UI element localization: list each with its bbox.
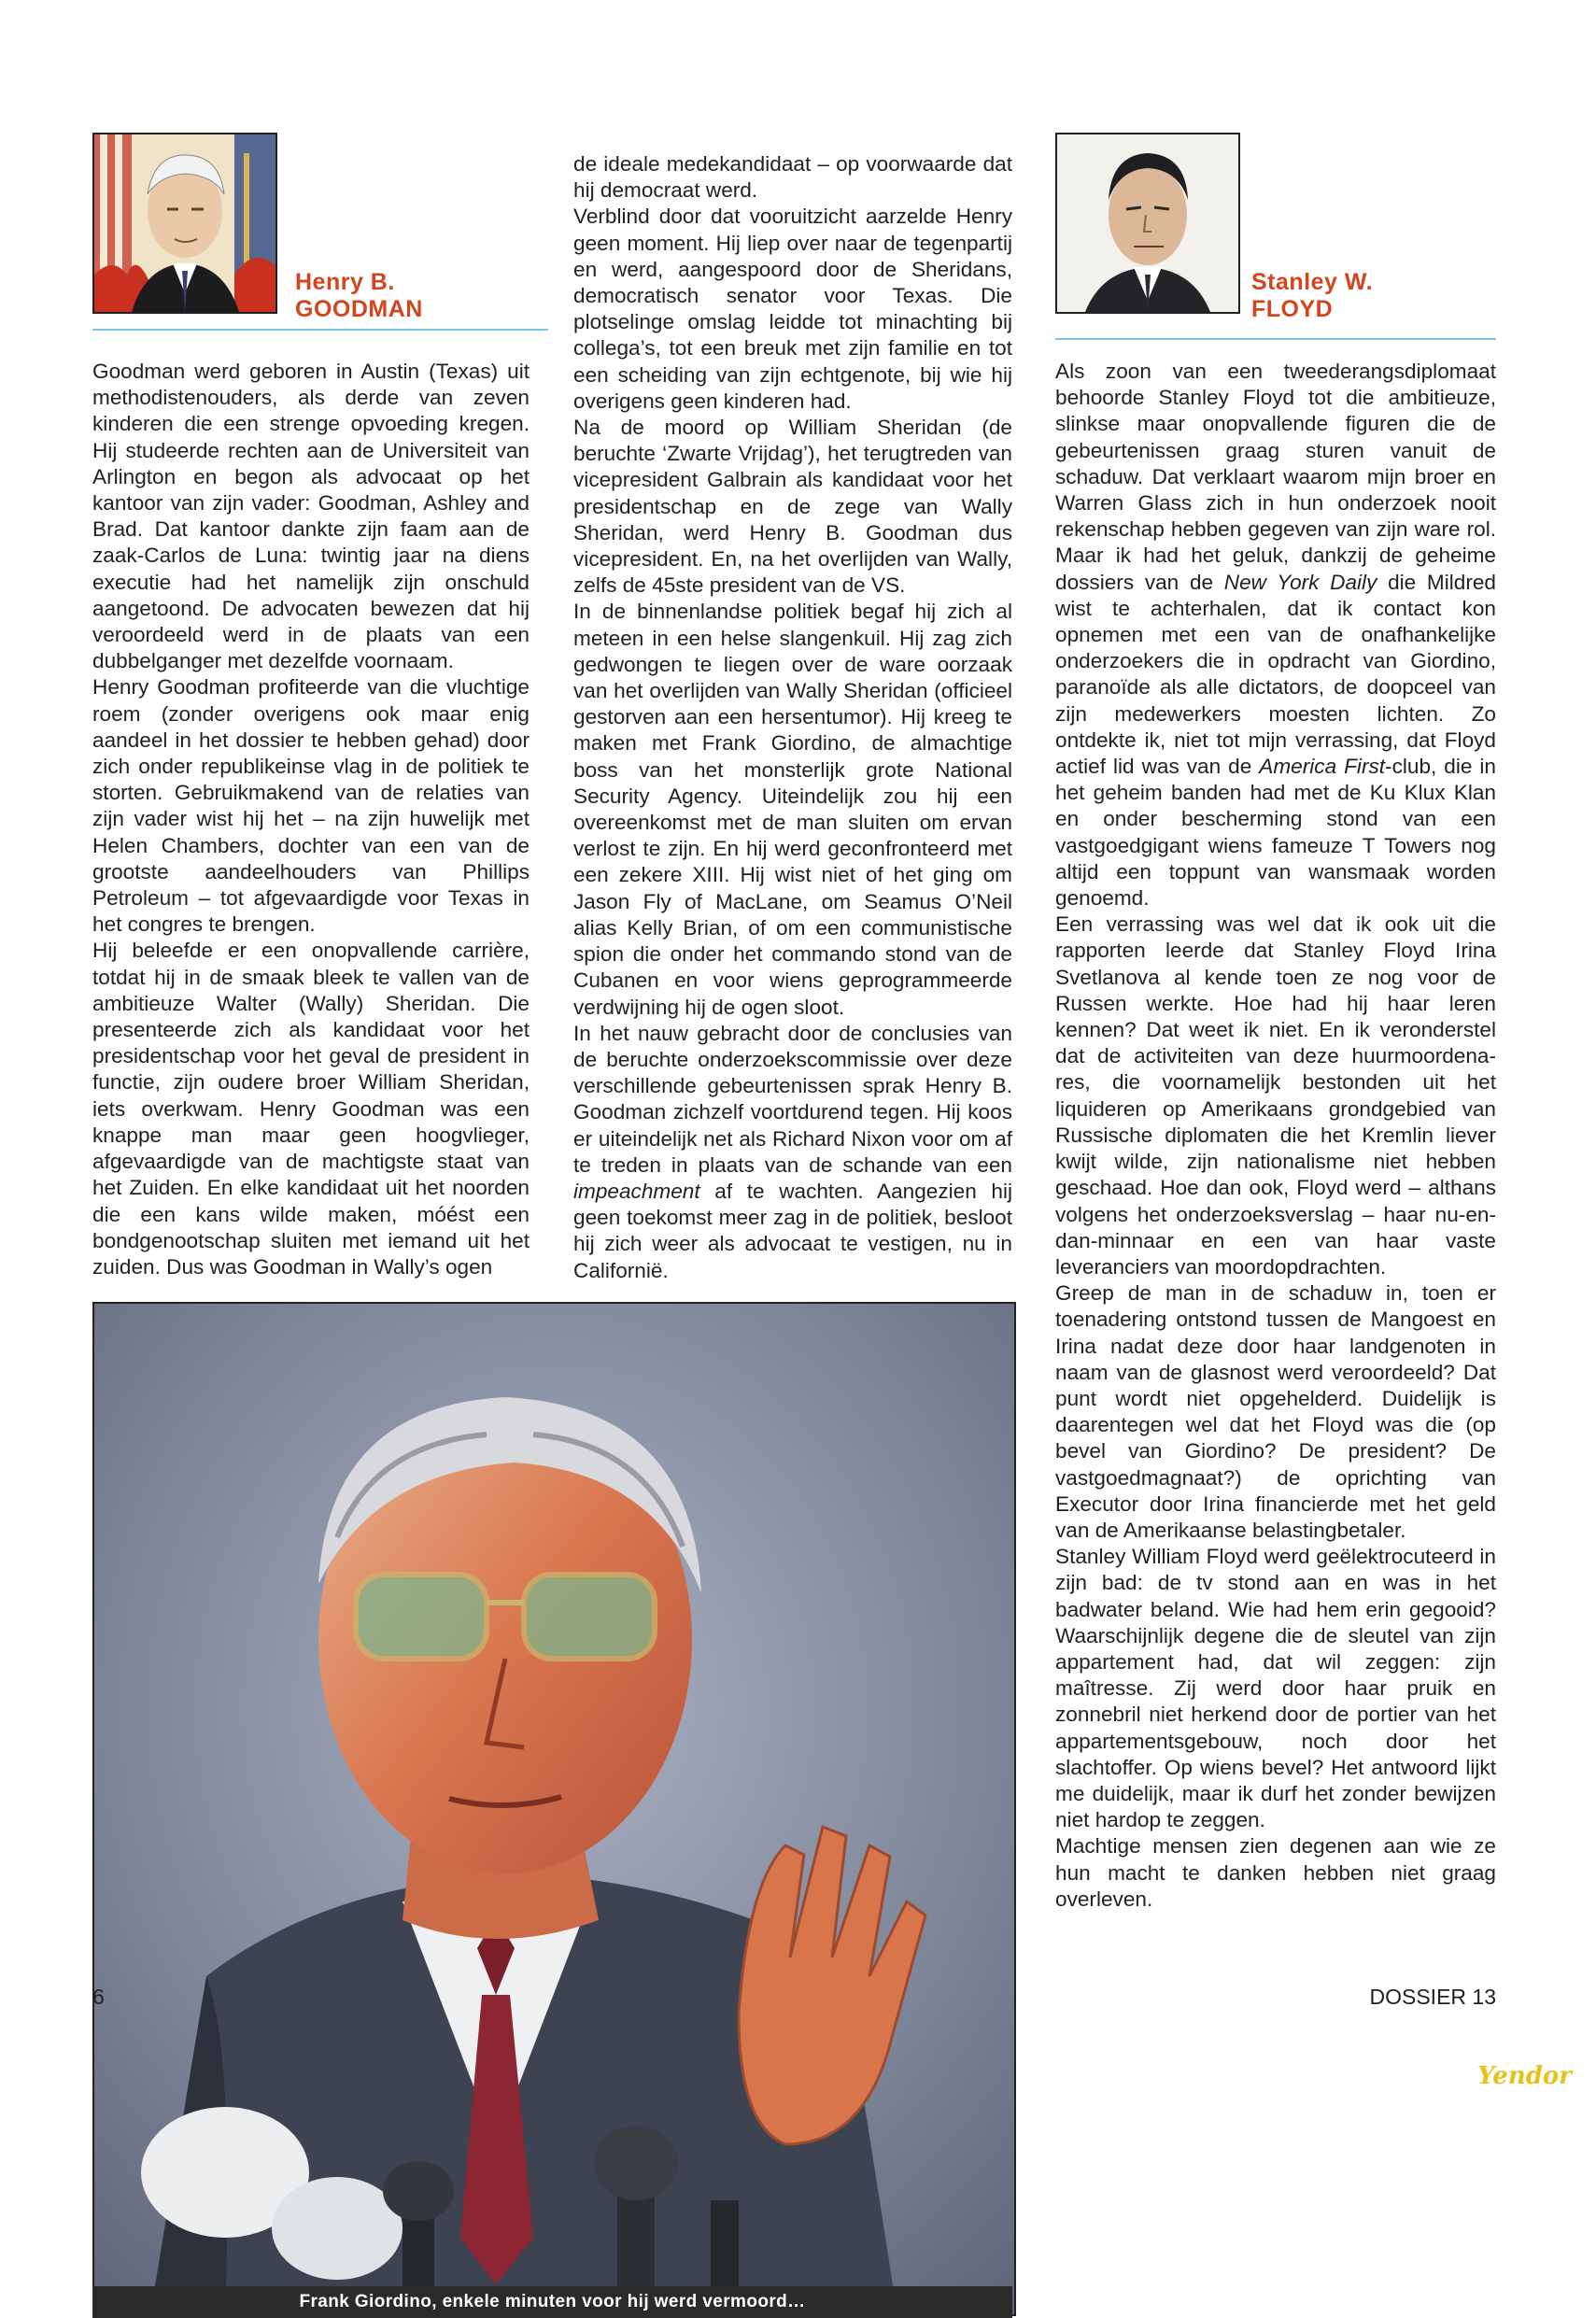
goodman-paragraph: Hij beleefde er een onopvallende carrière, totdat hij in de smaak bleek te vallen van de ambitieuze Walter (Wally) Sheridan. Die presenteerde zich als kandidaat voor het presidentschap voor het geval de president in functie, zijn oudere broer William Sheridan, iets overkwam. Henry Goodman was een knappe man maar geen hoogvlieger, afgevaardigde van de machtigste staat van het Zuiden. En elke kandidaat uit het noorden die een kans wilde maken, móést een bondgenootschap sluiten met iemand uit het zuiden. Dus was Goodman in Wally’s ogen: [92, 939, 530, 1279]
goodman-name-line1: Henry B.: [295, 269, 395, 295]
publication-title: DOSSIER 13: [1369, 1985, 1496, 2009]
floyd-name: [1251, 269, 1373, 323]
page-number: 6: [92, 1985, 105, 2009]
goodman-name-line2: GOODMAN: [295, 296, 423, 322]
goodman-portrait: [92, 133, 277, 314]
floyd-name-line1: Stanley W.: [1251, 269, 1374, 295]
goodman-paragraph: Henry Goodman profiteerde van die vluchtige roem (zonder overigens ook maar enig aandeel in het dossier te hebben gehad) door zich onder republikeinse vlag in de politiek te storten. Gebruikmakend van de relaties van zijn vader wist hij het – na zijn huwelijk met Helen Chambers, dochter van een van de grootste aandeelhouders van Phillips Petroleum – tot afgevaardigde voor Texas in het congres te brengen.: [92, 675, 530, 937]
goodman-divider: [92, 329, 548, 331]
club-name: America First: [1259, 755, 1386, 779]
floyd-paragraph: Greep de man in de schaduw in, toen er toenadering ontstond tussen de Mangoest en Irina nadat deze door haar landgenoten in naam van de glasnost werd veroordeeld? Dat punt wordt niet opgehelderd. Duidelijk is daarentegen wel dat het Floyd was die (op bevel van Giordino? De president? De vastgoedmagnaat?) de oprichting van Executor door Irina financierde met het geld van de Amerikaanse belastingbetaler.: [1055, 1281, 1496, 1542]
giordino-illustration: [92, 1302, 1016, 2316]
floyd-paragraph: Machtige mensen zien degenen aan wie ze hun macht te danken hebben niet graag overleven.: [1055, 1834, 1496, 1911]
goodman-biography-continued: [573, 151, 1012, 1284]
floyd-paragraph: Als zoon van een tweederangsdiplomaat behoorde Stanley Floyd tot die ambitieuze, slinkse maar onopvallende figuren die de gebeurtenissen graag sturen vanuit de schaduw. Dat verklaart waarom mijn broer en Warren Glass zich in hun onderzoek nooit rekenschap hebben gegeven van zijn ware rol. Maar ik had het geluk, dankzij de geheime dossiers van de New York Daily die Mildred wist te achterhalen, dat ik contact kon opnemen met een van de onafhankelijke onderzoekers die in opdracht van Giordino, paranoïde als alle dictators, de doopceel van zijn medewerkers moesten lichten. Zo ontdekte ik, niet tot mijn verrassing, dat Floyd actief lid was van de America First-club, die in het geheim banden had met de Ku Klux Klan en onder bescherming stond van een vastgoedgigant wiens fameuze T Towers nog altijd een toppunt van wansmaak worden genoemd.: [1055, 360, 1497, 911]
illustration-caption: Frank Giordino, enkele minuten voor hij werd vermoord…: [92, 2286, 1012, 2318]
floyd-paragraph: Een verrassing was wel dat ik ook uit die rapporten leerde dat Stanley Floyd Irina Svetlanova al kende toen ze nog voor de Russen werkte. Hoe had hij haar leren kennen? Dat weet ik niet. En ik veronderstel dat de activiteiten van deze huurmoordena-res, die voornamelijk bestonden uit het liquideren op Amerikaans grondgebied van Russische diplomaten die het Kremlin liever kwijt wilde, zijn nationalisme niet hebben geschaad. Hoe dan ook, Floyd werd – althans volgens het onderzoeksverslag – haar nu-en-dan-minnaar en een van haar vaste leveranciers van moordopdrachten.: [1055, 912, 1496, 1279]
newspaper-title: New York Daily: [1223, 570, 1377, 594]
middle-paragraph: Verblind door dat vooruitzicht aarzelde Henry geen moment. Hij liep over naar de tegenpartij en werd, aangespoord door de Sheridans, democratisch senator voor Texas. Die plotselinge omslag leidde tot minachting bij collega’s, tot een breuk met zijn familie en tot een scheiding van zijn echtgenote, bij wie hij overigens geen kinderen had.: [573, 205, 1012, 413]
floyd-biography: [1055, 359, 1496, 1913]
middle-paragraph: de ideale medekandidaat – op voorwaarde dat hij democraat werd.: [573, 152, 1012, 203]
middle-paragraph: Na de moord op William Sheridan (de beruchte ‘Zwarte Vrijdag’), het terugtreden van vicepresident Galbrain als kandidaat voor het presidentschap en de zege van Wally Sheridan, werd Henry B. Goodman dus vicepresident. En, na het overlijden van Wally, zelfs de 45ste president van de VS.: [573, 416, 1012, 598]
floyd-divider: [1055, 338, 1496, 340]
goodman-paragraph: Goodman werd geboren in Austin (Texas) uit methodistenouders, als derde van zeven kinderen die een strenge opvoeding kregen. Hij studeerde rechten aan de Universiteit van Arlington en begon als advocaat op het kantoor van zijn vader: Goodman, Ashley and Brad. Dat kantoor dankte zijn faam aan de zaak-Carlos de Luna: twintig jaar na diens executie had het namelijk zijn onschuld aangetoond. De advocaten bewezen dat hij veroordeeld werd in de plaats van een dubbelganger met dezelfde voornaam.: [92, 360, 530, 673]
impeachment-term: impeachment: [573, 1179, 700, 1203]
middle-paragraph: In het nauw gebracht door de conclusies van de beruchte onderzoekscommissie over deze verschillende gebeurtenissen sprak Henry B. Goodman zichzelf voortdurend tegen. Hij koos er uiteindelijk net als Richard Nixon voor om af te treden in plaats van de schande van een impeachment af te wachten. Aangezien hij geen toekomst meer zag in de politiek, besloot hij zich weer als advocaat te vestigen, nu in Californië.: [573, 1021, 1012, 1282]
goodman-name: [295, 269, 423, 323]
goodman-biography: [92, 359, 530, 1280]
middle-paragraph: In de binnenlandse politiek begaf hij zich al meteen in een helse slangenkuil. Hij zag zich gedwongen te liegen over de ware oorzaak van het overlijden van Wally Sheridan (officieel gestorven aan een hersentumor). Hij kreeg te maken met Frank Giordino, de almachtige boss van het monsterlijk grote National Security Agency. Uiteindelijk zou hij een overeenkomst met de man sluiten om ervan verlost te zijn. En hij werd geconfronteerd met een zekere XIII. Hij wist niet of het ging om Jason Fly of MacLane, om Seamus O’Neil alias Kelly Brian, of om een communistische spion die onder het commando stond van de Cubanen en voor wiens geprogrammeerde verdwijning hij de ogen sloot.: [573, 600, 1012, 1019]
floyd-portrait: [1055, 133, 1240, 314]
floyd-paragraph: Stanley William Floyd werd geëlektrocuteerd in zijn bad: de tv stond aan en was in het badwater beland. Wie had hem erin gegooid? Waarschijnlijk degene die de sleutel van zijn appartement had, dat wil zeggen: zijn maîtresse. Zij werd door haar pruik en zonnebril niet herkend door de portier van het appartementsgebouw, noch door het slachtoffer. Op wiens bevel? Het antwoord lijkt me duidelijk, maar ik durf het zonder bewijzen niet hardop te zeggen.: [1055, 1545, 1496, 1832]
watermark-logo: Yendor: [1477, 2062, 1572, 2090]
floyd-name-line2: FLOYD: [1251, 296, 1334, 322]
